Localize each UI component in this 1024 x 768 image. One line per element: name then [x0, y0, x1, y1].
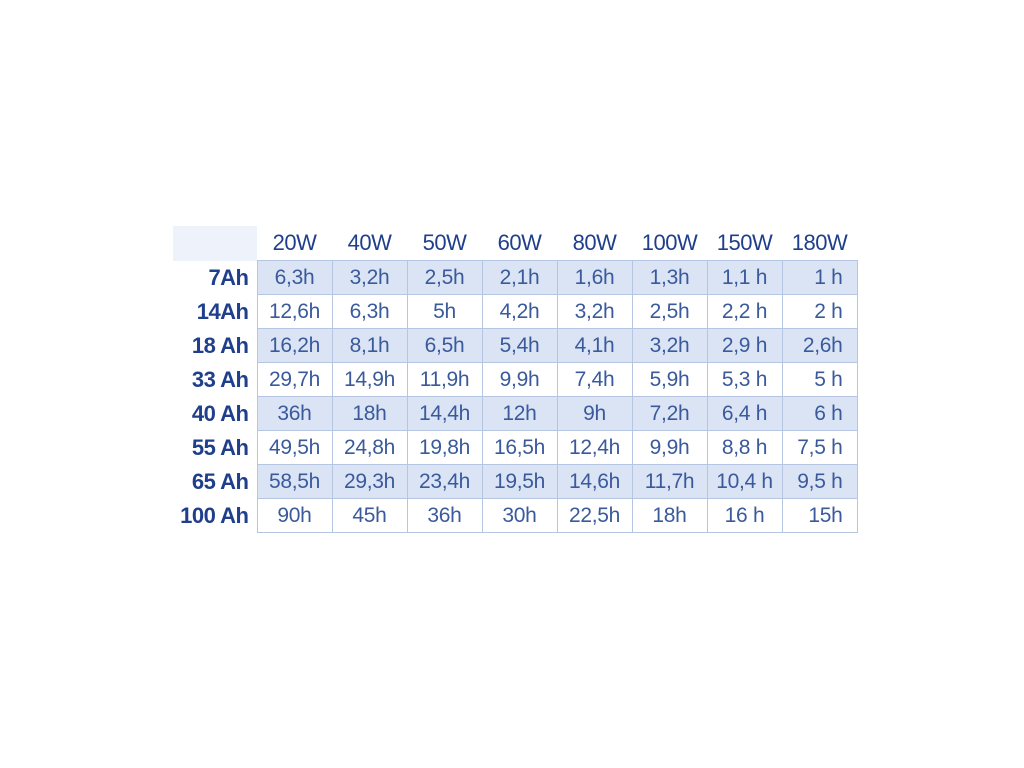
- row-header: 18 Ah: [191, 332, 249, 358]
- table-cell: 9,5 h: [782, 465, 857, 499]
- table-cell: 90h: [257, 499, 332, 533]
- header-row: [173, 226, 857, 261]
- table-cell: 9,9h: [632, 431, 707, 465]
- table-cell: 16,5h: [482, 431, 557, 465]
- table-cell: 7,2h: [632, 397, 707, 431]
- table-row: [173, 499, 857, 533]
- table-cell: 2,6h: [782, 329, 857, 363]
- column-header: 180W: [791, 230, 848, 255]
- column-header: 40W: [347, 230, 392, 255]
- runtime-table: [173, 226, 858, 533]
- table-cell: 6,3h: [257, 261, 332, 295]
- table-row: [173, 329, 857, 363]
- table-cell: 4,2h: [482, 295, 557, 329]
- column-header: 60W: [497, 230, 542, 255]
- table-cell: 7,4h: [557, 363, 632, 397]
- table-cell: 1 h: [782, 261, 857, 295]
- table-cell: 2,2 h: [707, 295, 782, 329]
- row-header: 40 Ah: [191, 400, 249, 426]
- column-header: 100W: [641, 230, 698, 255]
- table-cell: 18h: [632, 499, 707, 533]
- table-cell: 1,6h: [557, 261, 632, 295]
- table-cell: 7,5 h: [782, 431, 857, 465]
- table-cell: 2,5h: [407, 261, 482, 295]
- table-cell: 14,9h: [332, 363, 407, 397]
- row-header: 33 Ah: [191, 366, 249, 392]
- table-cell: 16,2h: [257, 329, 332, 363]
- table-cell: 5h: [407, 295, 482, 329]
- table-cell: 10,4 h: [707, 465, 782, 499]
- table-row: [173, 261, 857, 295]
- table-cell: 58,5h: [257, 465, 332, 499]
- table-cell: 14,4h: [407, 397, 482, 431]
- table-cell: 3,2h: [557, 295, 632, 329]
- row-header: 100 Ah: [180, 502, 249, 528]
- table-cell: 12,6h: [257, 295, 332, 329]
- column-header: 80W: [572, 230, 617, 255]
- table-cell: 29,3h: [332, 465, 407, 499]
- table-cell: 29,7h: [257, 363, 332, 397]
- column-header: 150W: [716, 230, 773, 255]
- table-cell: 5,4h: [482, 329, 557, 363]
- table-cell: 19,8h: [407, 431, 482, 465]
- table-cell: 23,4h: [407, 465, 482, 499]
- table-cell: 6,3h: [332, 295, 407, 329]
- row-header: 65 Ah: [191, 468, 249, 494]
- table-cell: 19,5h: [482, 465, 557, 499]
- row-header: 55 Ah: [191, 434, 249, 460]
- table-cell: 2,1h: [482, 261, 557, 295]
- table-cell: 2,9 h: [707, 329, 782, 363]
- table-cell: 49,5h: [257, 431, 332, 465]
- table-cell: 16 h: [707, 499, 782, 533]
- header-corner: [173, 226, 257, 261]
- table-row: [173, 465, 857, 499]
- table-cell: 30h: [482, 499, 557, 533]
- table-row: [173, 295, 857, 329]
- table-row: [173, 363, 857, 397]
- table-header: [173, 226, 857, 261]
- column-header: 20W: [272, 230, 317, 255]
- table-body: [173, 261, 857, 533]
- table-cell: 4,1h: [557, 329, 632, 363]
- table-cell: 18h: [332, 397, 407, 431]
- table-cell: 24,8h: [332, 431, 407, 465]
- table-cell: 8,8 h: [707, 431, 782, 465]
- table-cell: 9h: [557, 397, 632, 431]
- table-cell: 3,2h: [332, 261, 407, 295]
- table-cell: 36h: [407, 499, 482, 533]
- table-cell: 12,4h: [557, 431, 632, 465]
- row-header: 7Ah: [208, 264, 249, 290]
- table-cell: 45h: [332, 499, 407, 533]
- table-cell: 9,9h: [482, 363, 557, 397]
- table-cell: 2,5h: [632, 295, 707, 329]
- table-cell: 14,6h: [557, 465, 632, 499]
- table-cell: 22,5h: [557, 499, 632, 533]
- row-header: 14Ah: [196, 298, 249, 324]
- table-row: [173, 397, 857, 431]
- table-cell: 2 h: [782, 295, 857, 329]
- table-cell: 3,2h: [632, 329, 707, 363]
- table-cell: 15h: [782, 499, 857, 533]
- table-row: [173, 431, 857, 465]
- table-cell: 5,9h: [632, 363, 707, 397]
- table-cell: 6 h: [782, 397, 857, 431]
- table-cell: 6,4 h: [707, 397, 782, 431]
- table-cell: 8,1h: [332, 329, 407, 363]
- table-cell: 5,3 h: [707, 363, 782, 397]
- table-cell: 12h: [482, 397, 557, 431]
- column-header: 50W: [422, 230, 467, 255]
- table-cell: 1,1 h: [707, 261, 782, 295]
- table-cell: 1,3h: [632, 261, 707, 295]
- table-cell: 11,7h: [632, 465, 707, 499]
- table-cell: 5 h: [782, 363, 857, 397]
- table-cell: 36h: [257, 397, 332, 431]
- table-cell: 6,5h: [407, 329, 482, 363]
- table-cell: 11,9h: [407, 363, 482, 397]
